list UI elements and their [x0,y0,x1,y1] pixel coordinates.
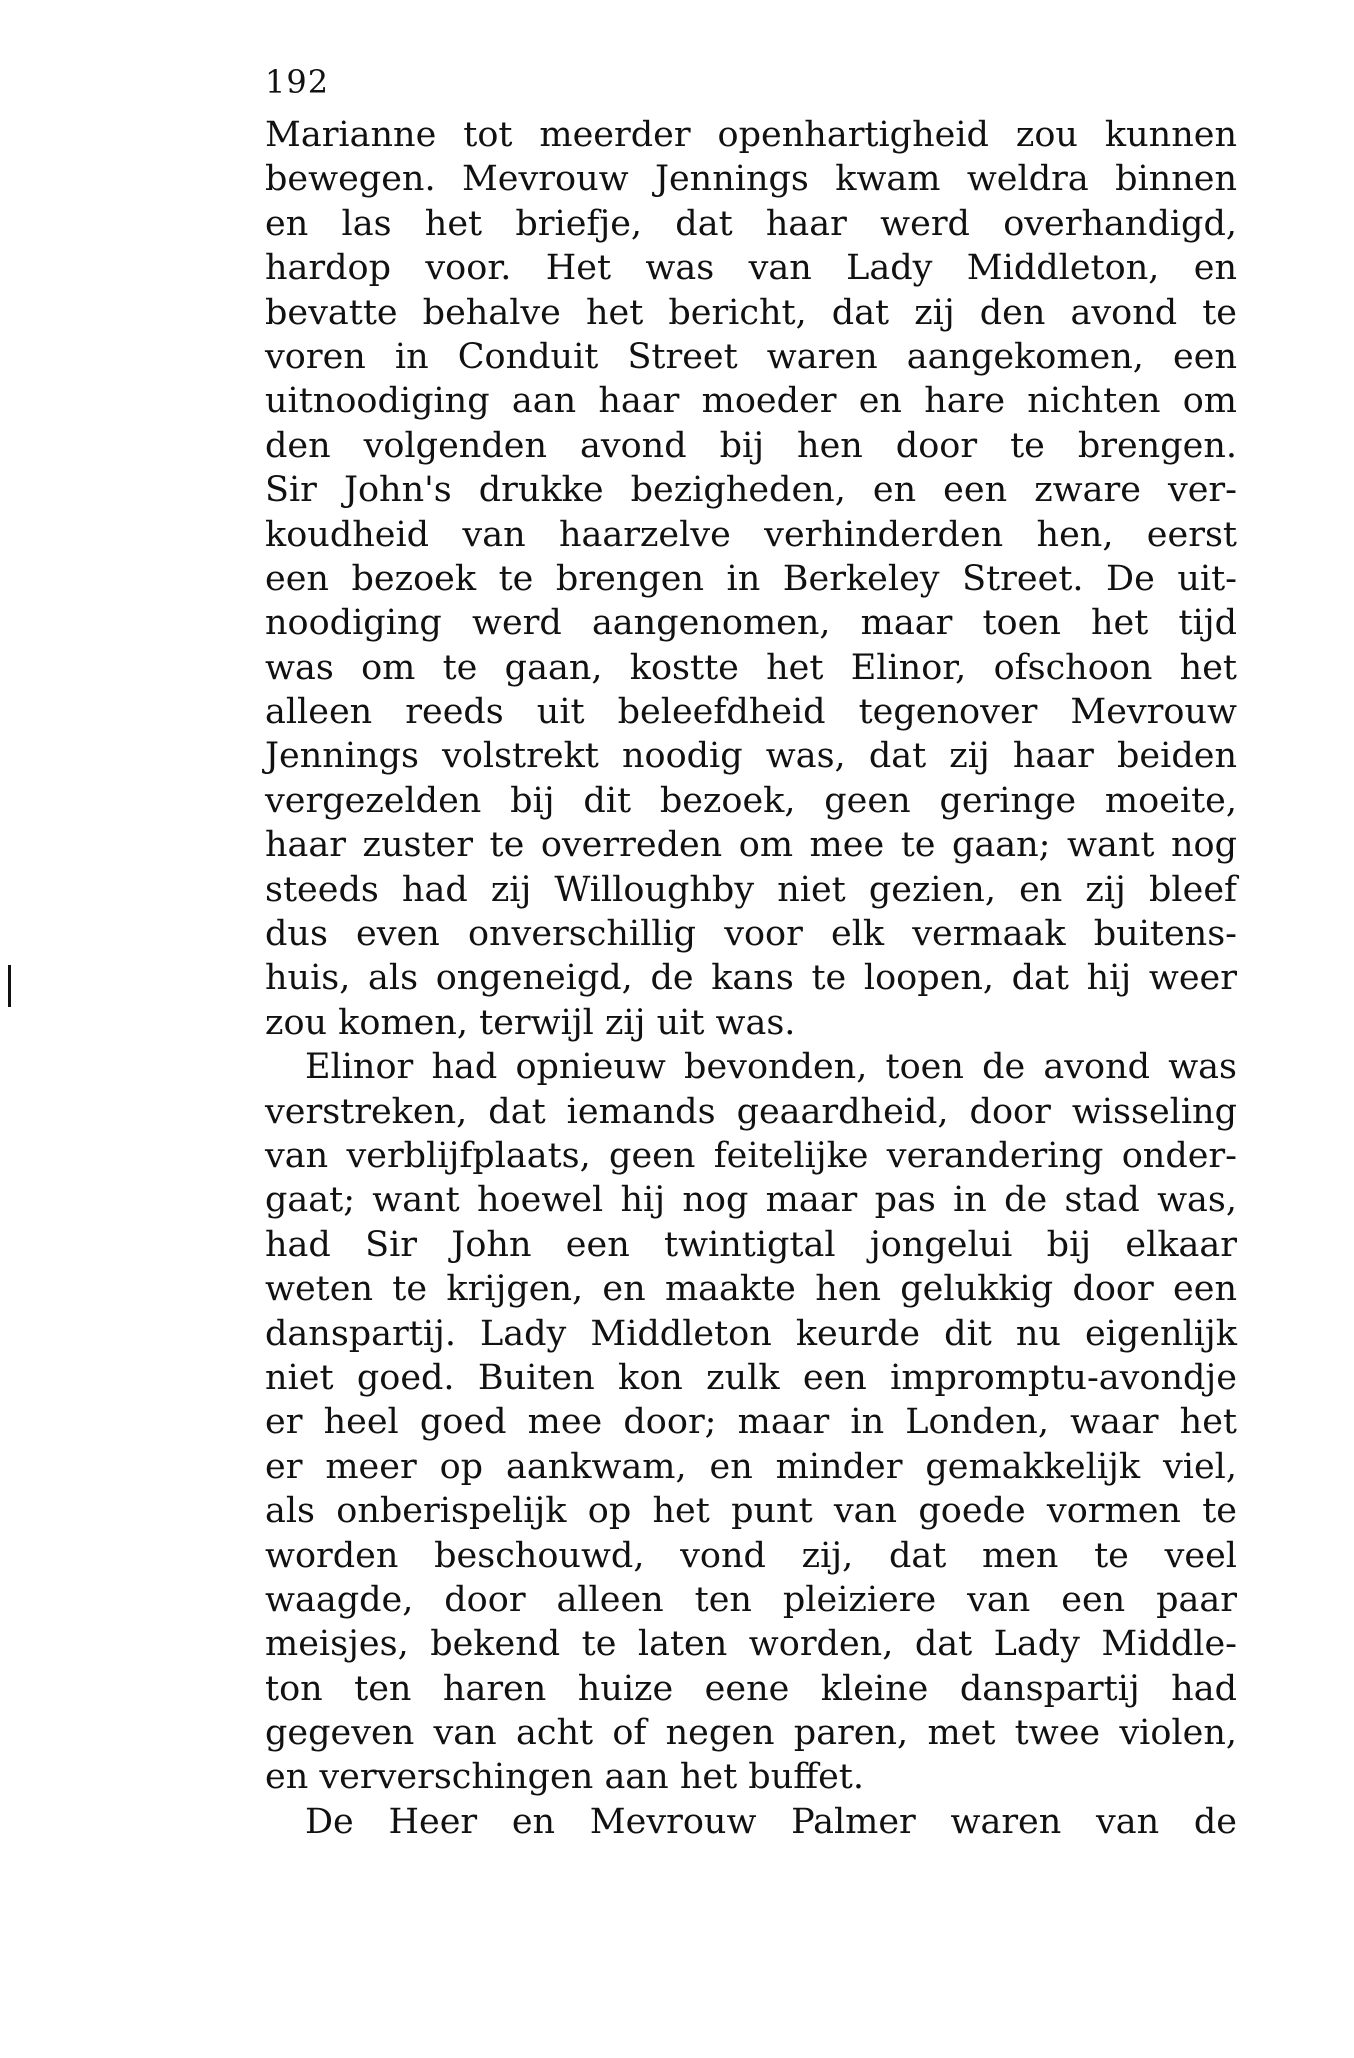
text-line: als onberispelijk op het punt van goede vormen te [265,1491,1237,1532]
text-line: meisjes, bekend te laten worden, dat Lady Middle- [265,1624,1237,1665]
text-line: er heel goed mee door; maar in Londen, waar het [265,1402,1237,1443]
text-line: verstreken, dat iemands geaardheid, door wisseling [265,1091,1237,1132]
text-line: haar zuster te overreden om mee te gaan; want nog [265,825,1237,866]
text-line: had Sir John een twintigtal jongelui bij elkaar [265,1224,1237,1265]
text-line: vergezelden bij dit bezoek, geen geringe moeite, [265,780,1237,821]
text-line: dus even onverschillig voor elk vermaak buitens- [265,914,1237,955]
text-line: voren in Conduit Street waren aangekomen, een [265,336,1237,377]
text-line: worden beschouwd, vond zij, dat men te veel [265,1535,1237,1576]
text-line: gegeven van acht of negen paren, met twee violen, [265,1713,1237,1754]
text-line: weten te krijgen, en maakte hen gelukkig door een [265,1269,1237,1310]
text-line: hardop voor. Het was van Lady Middleton, en [265,248,1237,289]
text-line: Jennings volstrekt noodig was, dat zij haar beiden [265,736,1237,777]
page-number: 192 [265,63,330,101]
text-line: bewegen. Mevrouw Jennings kwam weldra binnen [265,159,1237,200]
text-line: danspartij. Lady Middleton keurde dit nu eigenlijk [265,1313,1237,1354]
text-line: huis, als ongeneigd, de kans te loopen, dat hij weer [265,958,1237,999]
text-line: noodiging werd aangenomen, maar toen het tijd [265,603,1237,644]
text-line: was om te gaan, kostte het Elinor, ofschoon het [265,647,1237,688]
text-line: gaat; want hoewel hij nog maar pas in de stad was, [265,1180,1237,1221]
text-line: bevatte behalve het bericht, dat zij den avond te [265,292,1237,333]
text-line: steeds had zij Willoughby niet gezien, en zij bleef [265,869,1237,910]
text-line: niet goed. Buiten kon zulk een impromptu-avondje [265,1357,1237,1398]
text-line: Marianne tot meerder openhartigheid zou kunnen [265,115,1237,155]
text-line: uitnoodiging aan haar moeder en hare nichten om [265,381,1237,422]
text-line: den volgenden avond bij hen door te brengen. [265,425,1237,466]
text-line: alleen reeds uit beleefdheid tegenover Mevrouw [265,692,1237,733]
text-line: koudheid van haarzelve verhinderden hen, eerst [265,514,1237,555]
text-line: ton ten haren huize eene kleine danspartij had [265,1668,1237,1709]
text-line: een bezoek te brengen in Berkeley Street. De uit- [265,558,1237,599]
body-text [265,113,1237,1844]
paragraph-end-line: en ververschingen aan het buffet. [265,1757,864,1798]
margin-mark [8,965,11,1007]
paragraph-start-line: De Heer en Mevrouw Palmer waren van de [305,1801,1237,1842]
paragraph-start-line: Elinor had opnieuw bevonden, toen de avond was [305,1047,1237,1088]
paragraph-end-line: zou komen, terwijl zij uit was. [265,1002,796,1043]
text-line: waagde, door alleen ten pleiziere van een paar [265,1579,1237,1620]
text-line: van verblijfplaats, geen feitelijke verandering onder- [265,1135,1237,1176]
text-line: en las het briefje, dat haar werd overhandigd, [265,203,1237,244]
text-line: er meer op aankwam, en minder gemakkelijk viel, [265,1446,1237,1487]
text-line: Sir John's drukke bezigheden, en een zware ver- [265,470,1237,511]
